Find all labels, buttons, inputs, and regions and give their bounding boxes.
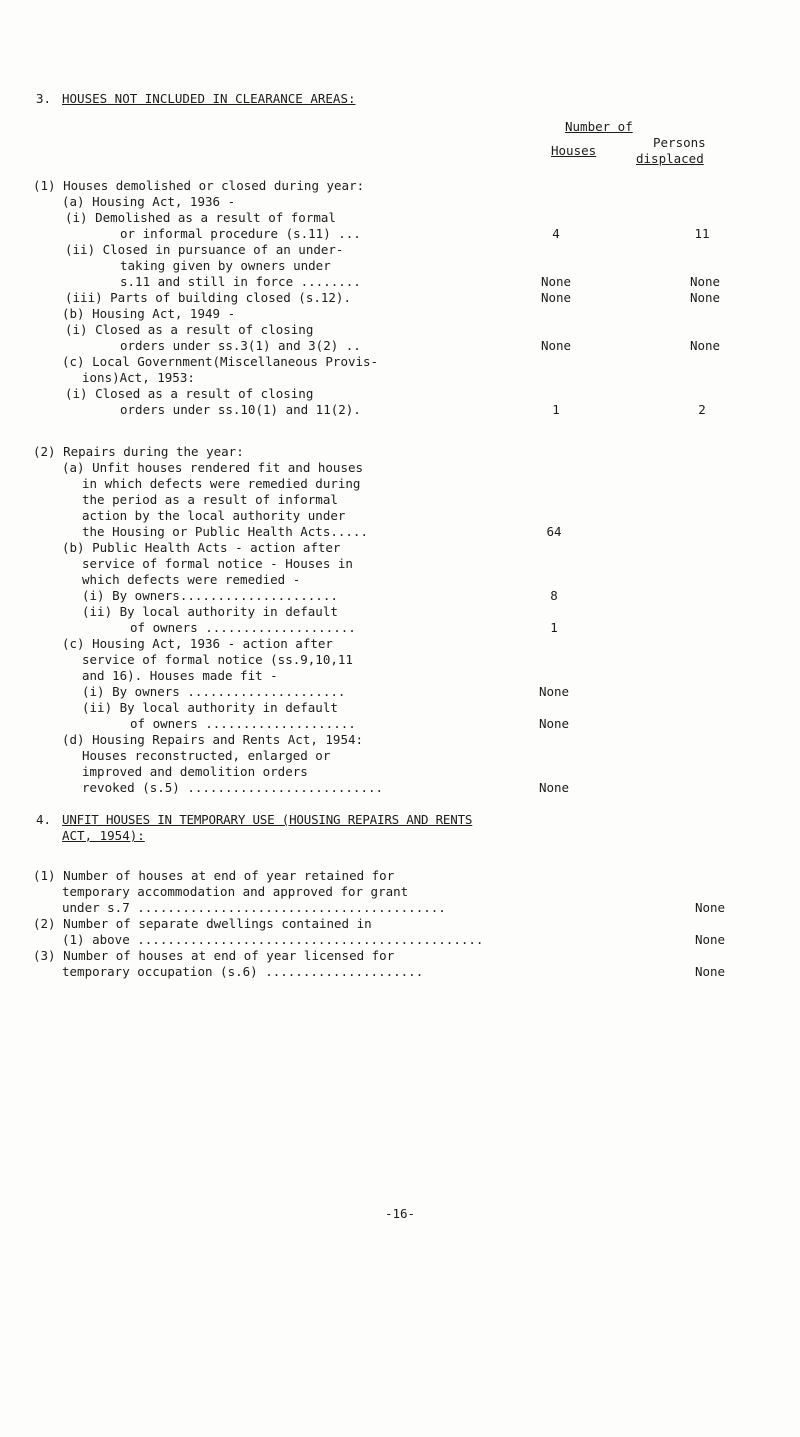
value-houses: None <box>540 290 572 305</box>
value-houses: None <box>538 684 570 699</box>
section-4-title: UNFIT HOUSES IN TEMPORARY USE (HOUSING REPAIRS AND RENTS <box>62 812 473 827</box>
text-line: temporary accommodation and approved for grant <box>62 884 409 899</box>
text-line: (i) Closed as a result of closing <box>65 386 314 401</box>
text-line: orders under ss.3(1) and 3(2) .. <box>120 338 361 353</box>
text-line: the period as a result of informal <box>82 492 338 507</box>
text-line: revoked (s.5) .......................... <box>82 780 384 795</box>
value-houses: 1 <box>552 402 560 417</box>
text-line: (3) Number of houses at end of year licensed for <box>33 948 395 963</box>
value-houses: 4 <box>552 226 560 241</box>
text-line: (1) Number of houses at end of year retained for <box>33 868 395 883</box>
text-line: (b) Public Health Acts - action after <box>62 540 341 555</box>
value-houses: None <box>540 338 572 353</box>
text-line: (i) By owners..................... <box>82 588 338 603</box>
text-line: and 16). Houses made fit - <box>82 668 278 683</box>
text-line: (2) Number of separate dwellings contained in <box>33 916 372 931</box>
text-line: temporary occupation (s.6) ..................... <box>62 964 424 979</box>
text-line: taking given by owners under <box>120 258 331 273</box>
value-persons: None <box>689 274 721 289</box>
text-line: (iii) Parts of building closed (s.12). <box>65 290 351 305</box>
text-line: (i) Closed as a result of closing <box>65 322 314 337</box>
value-houses: None <box>538 780 570 795</box>
section-4-title-cont: ACT, 1954): <box>62 828 145 843</box>
text-line: (ii) Closed in pursuance of an under- <box>65 242 344 257</box>
text-line: (c) Housing Act, 1936 - action after <box>62 636 333 651</box>
header-displaced: displaced <box>636 151 704 166</box>
page-number: -16- <box>384 1206 416 1221</box>
text-line: (i) By owners ..................... <box>82 684 346 699</box>
text-line: (i) Demolished as a result of formal <box>65 210 336 225</box>
text-line: (2) Repairs during the year: <box>33 444 244 459</box>
value-count: None <box>694 964 726 979</box>
value-persons: None <box>689 338 721 353</box>
value-count: None <box>694 932 726 947</box>
text-line: ions)Act, 1953: <box>82 370 195 385</box>
text-line: of owners .................... <box>130 620 356 635</box>
text-line: (1) above .............................................. <box>62 932 484 947</box>
text-line: which defects were remedied - <box>82 572 301 587</box>
section-3-title: HOUSES NOT INCLUDED IN CLEARANCE AREAS: <box>62 91 356 106</box>
text-line: service of formal notice (ss.9,10,11 <box>82 652 353 667</box>
value-houses: 1 <box>550 620 558 635</box>
value-count: None <box>694 900 726 915</box>
text-line: (a) Unfit houses rendered fit and houses <box>62 460 364 475</box>
value-houses: 8 <box>550 588 558 603</box>
value-houses: None <box>540 274 572 289</box>
value-persons: 11 <box>694 226 710 241</box>
text-line: Houses reconstructed, enlarged or <box>82 748 331 763</box>
header-number-of: Number of <box>565 119 633 134</box>
text-line: (ii) By local authority in default <box>82 604 338 619</box>
value-persons: None <box>689 290 721 305</box>
text-line: improved and demolition orders <box>82 764 308 779</box>
text-line: under s.7 ......................................... <box>62 900 446 915</box>
text-line: s.11 and still in force ........ <box>120 274 361 289</box>
section-3-number: 3. <box>36 91 52 106</box>
text-line: (b) Housing Act, 1949 - <box>62 306 236 321</box>
text-line: (ii) By local authority in default <box>82 700 338 715</box>
text-line: (a) Housing Act, 1936 - <box>62 194 236 209</box>
text-line: the Housing or Public Health Acts..... <box>82 524 368 539</box>
text-line: (c) Local Government(Miscellaneous Provis- <box>62 354 379 369</box>
header-persons: Persons <box>653 135 706 150</box>
text-line: (d) Housing Repairs and Rents Act, 1954: <box>62 732 364 747</box>
text-line: or informal procedure (s.11) ... <box>120 226 361 241</box>
text-line: service of formal notice - Houses in <box>82 556 353 571</box>
text-line: (1) Houses demolished or closed during year: <box>33 178 365 193</box>
text-line: orders under ss.10(1) and 11(2). <box>120 402 361 417</box>
text-line: of owners .................... <box>130 716 356 731</box>
section-4-number: 4. <box>36 812 52 827</box>
header-houses: Houses <box>551 143 597 158</box>
value-houses: 64 <box>546 524 562 539</box>
value-houses: None <box>538 716 570 731</box>
text-line: in which defects were remedied during <box>82 476 361 491</box>
text-line: action by the local authority under <box>82 508 346 523</box>
value-persons: 2 <box>698 402 706 417</box>
